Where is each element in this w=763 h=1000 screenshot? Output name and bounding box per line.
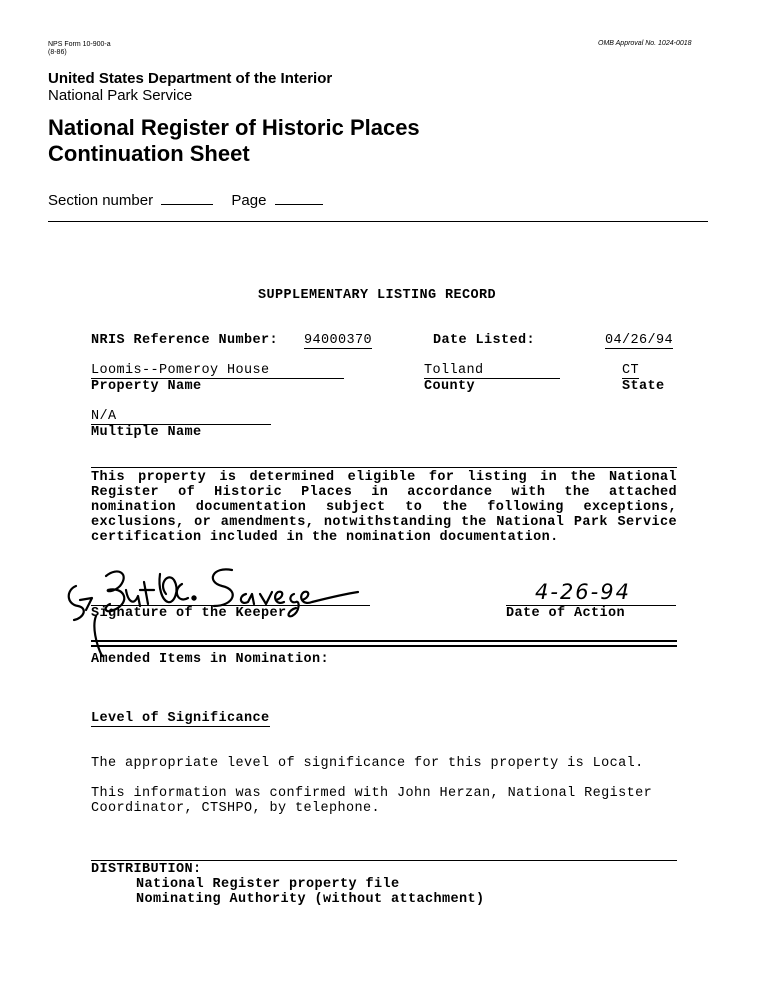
form-date: (8-86): [48, 49, 67, 56]
double-rule-bottom: [91, 645, 677, 647]
section-number-field: [48, 192, 323, 209]
signature-label: Signature of the Keeper: [91, 606, 287, 621]
county-label: County: [424, 379, 476, 394]
distribution-item: Nominating Authority (without attachment): [136, 892, 485, 907]
distribution-item: National Register property file: [136, 877, 400, 892]
section-number-blank: [161, 204, 213, 205]
amended-items-label: Amended Items in Nomination:: [91, 652, 330, 667]
multiple-name-label: Multiple Name: [91, 425, 202, 440]
nris-value: 94000370: [304, 333, 373, 348]
state-value: CT: [622, 363, 640, 378]
header-divider: [48, 221, 708, 222]
distribution-label: DISTRIBUTION:: [91, 862, 202, 877]
county-value: Tolland: [424, 363, 560, 379]
form-number: NPS Form 10-900-a: [48, 41, 111, 48]
level-heading: Level of Significance: [91, 711, 270, 726]
page-label: Page: [231, 192, 267, 209]
title-line2: Continuation Sheet: [48, 141, 250, 166]
title-line1: National Register of Historic Places: [48, 115, 420, 140]
nris-label: NRIS Reference Number:: [91, 333, 279, 348]
section-number-label: Section number: [48, 192, 154, 209]
confirm-text: This information was confirmed with John Herzan, National Register Coordinator, CTSHPO, by telephone.: [91, 786, 653, 816]
date-listed-value: 04/26/94: [605, 333, 674, 348]
omb-number: OMB Approval No. 1024-0018: [598, 40, 692, 47]
double-rule-top: [91, 640, 677, 642]
record-heading: SUPPLEMENTARY LISTING RECORD: [258, 288, 497, 303]
department-name: United States Department of the Interior: [48, 70, 333, 87]
page-title: [48, 115, 420, 167]
level-text: The appropriate level of significance for this property is Local.: [91, 756, 644, 771]
date-listed-label: Date Listed:: [433, 333, 536, 348]
multiple-name-value: N/A: [91, 409, 271, 425]
page-blank: [275, 204, 323, 205]
signature-date: 4-26-94: [535, 580, 631, 604]
property-name-label: Property Name: [91, 379, 202, 394]
distribution-rule: [91, 860, 677, 861]
agency-name: National Park Service: [48, 87, 193, 104]
determination-text: This property is determined eligible for listing in the National Register of Historic Places in accordance with the attached nomination documentation subject to the following exceptions, exclusions, or amendments, notwithstanding the National Park Service certification included in the nomination documentation.: [91, 470, 677, 545]
date-of-action-label: Date of Action: [506, 606, 626, 621]
state-label: State: [622, 379, 665, 394]
determination-rule: [91, 467, 677, 468]
property-name-value: Loomis--Pomeroy House: [91, 363, 344, 379]
